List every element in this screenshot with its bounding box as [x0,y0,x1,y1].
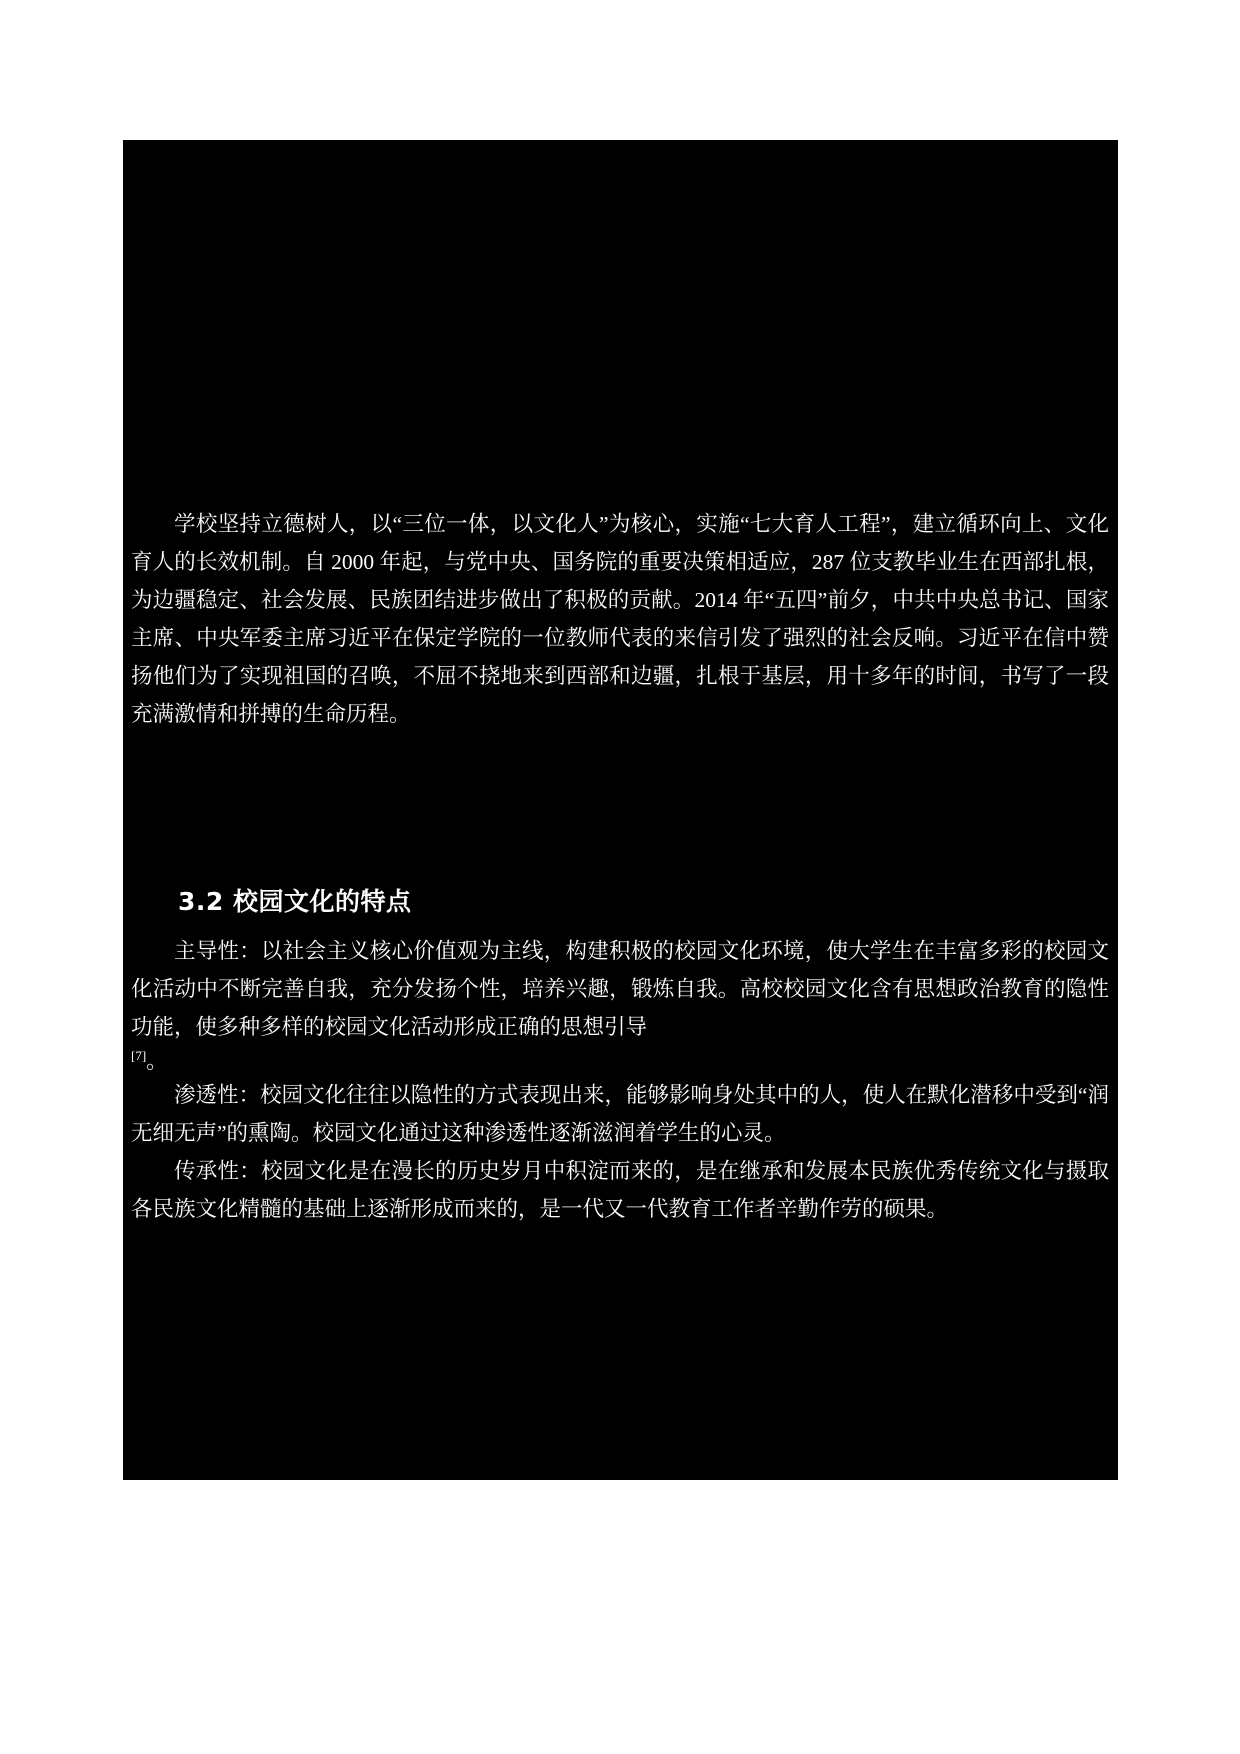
footnote-reference-marker: [7] [131,1047,147,1063]
paragraph-group-bottom [131,932,1109,1228]
footnote-line [131,1046,1109,1076]
paragraph-group-top [131,505,1109,733]
paragraph-dominance-text: 主导性：以社会主义核心价值观为主线，构建积极的校园文化环境，使大学生在丰富多彩的校园文化活动中不断完善自我，充分发扬个性，培养兴趣，锻炼自我。高校校园文化含有思想政治教育的隐性功能，使多种多样的校园文化活动形成正确的思想引导 [131,939,1109,1039]
paragraph-permeability: 渗透性：校园文化往往以隐性的方式表现出来，能够影响身处其中的人，使人在默化潜移中受到“润无细无声”的熏陶。校园文化通过这种渗透性逐渐滋润着学生的心灵。 [131,1083,1109,1145]
paragraph-school-virtue: 学校坚持立德树人，以“三位一体，以文化人”为核心，实施“七大育人工程”，建立循环向上、文化育人的长效机制。自 2000 年起，与党中央、国务院的重要决策相适应，287 位支教毕业生在西部扎根，为边疆稳定、社会发展、民族团结进步做出了积极的贡献。2014 年“五四”前夕，中共中央总书记、国家主席、中央军委主席习近平在保定学院的一位教师代表的来信引发了强烈的社会反响。习近平在信中赞扬他们为了实现祖国的召唤，不屈不挠地来到西部和边疆，扎根于基层，用十多年的时间，书写了一段充满激情和拼搏的生命历程。 [131,512,1109,726]
paragraph-inheritance: 传承性：校园文化是在漫长的历史岁月中积淀而来的，是在继承和发展本民族优秀传统文化与摄取各民族文化精髓的基础上逐渐形成而来的，是一代又一代教育工作者辛勤作劳的硕果。 [131,1159,1109,1221]
footnote-punctuation: 。 [146,1049,168,1073]
paragraph-dominance [131,932,1109,1046]
section-heading-3-2: 3.2 校园文化的特点 [178,887,412,916]
redacted-content-block [123,140,1118,1480]
